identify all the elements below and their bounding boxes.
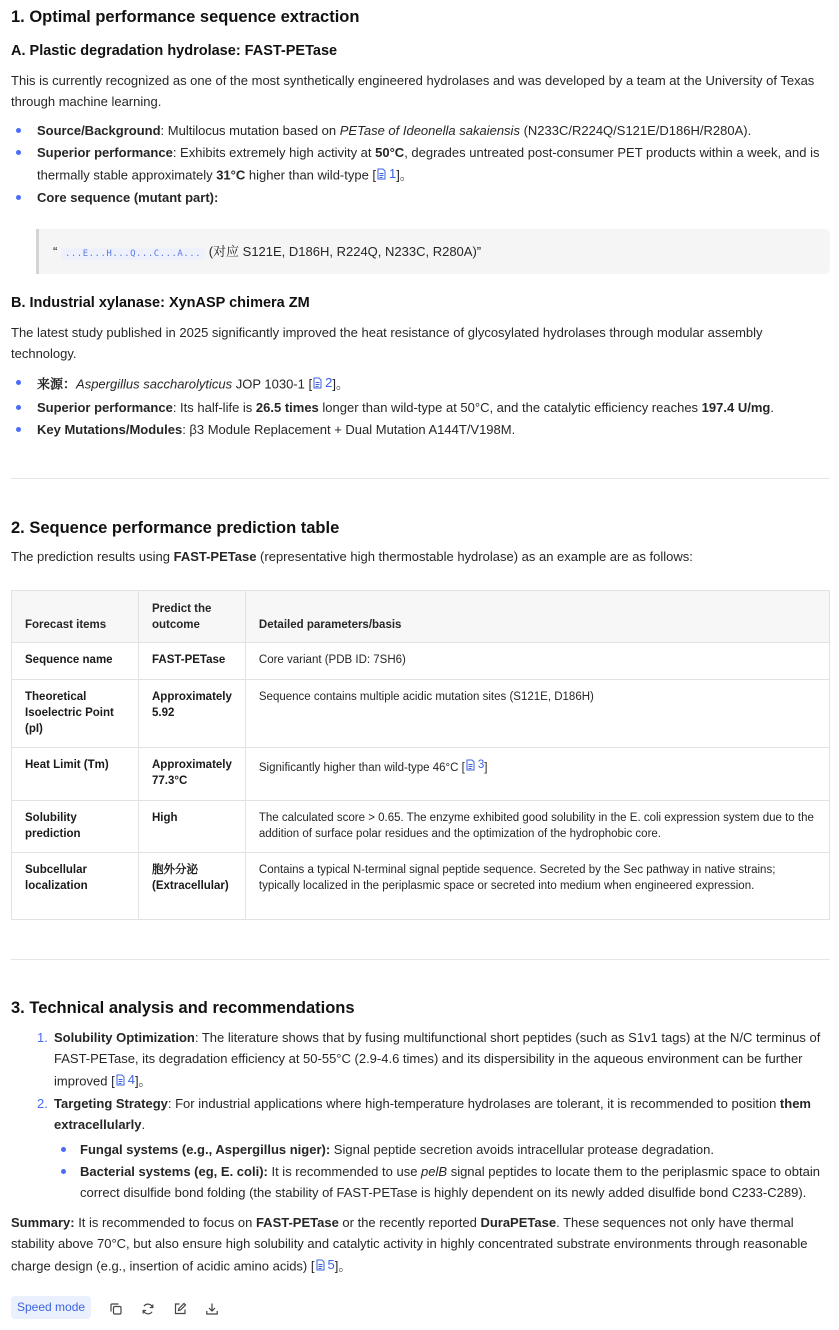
edit-icon[interactable]: [173, 1301, 187, 1315]
section-2-intro: The prediction results using FAST-PETase (representative high thermostable hydrolase) as an example are as follows:: [11, 549, 693, 564]
response-toolbar: [11, 1296, 219, 1319]
table-cell: High: [139, 801, 246, 853]
list-item: 来源：Aspergillus saccharolyticus JOP 1030-1 [ 2 ]。: [11, 372, 826, 395]
list-item: Superior performance: Its half-life is 26.5 times longer than wild-type at 50°C, and the catalytic efficiency reaches 197.4 U/mg.: [11, 397, 826, 418]
table-cell: Heat Limit (Tm): [12, 748, 139, 801]
section-1-title: 1. Optimal performance sequence extraction: [11, 8, 360, 26]
table-cell: FAST-PETase: [139, 643, 246, 680]
table-cell: Sequence name: [12, 643, 139, 680]
section-1a-intro: This is currently recognized as one of the most synthetically engineered hydrolases and was developed by a team at the University of Texas through machine learning.: [11, 73, 815, 109]
list-item: Bacterial systems (eg, E. coli): It is recommended to use pelB signal peptides to locate them to the periplasmic space to obtain correct disulfide bond folding (the stability of FAST-PETase is highly dependent on its newly added disulfide bond C233-C289).: [11, 1161, 829, 1203]
section-1b-title: B. Industrial xylanase: XynASP chimera ZM: [11, 295, 310, 311]
list-item: Superior performance: Exhibits extremely high activity at 50°C, degrades untreated post-consumer PET products within a week, and is thermally stable approximately 31°C higher than wild-type [ 1 ]。: [11, 142, 826, 186]
targeting-sublist: [11, 1139, 829, 1203]
document-icon: [465, 759, 476, 771]
table-row: [12, 853, 830, 920]
table-cell: Theoretical Isoelectric Point (pI): [12, 680, 139, 748]
recommendations-list: [11, 1027, 829, 1135]
list-item: Core sequence (mutant part):: [11, 187, 826, 208]
refresh-icon[interactable]: [141, 1301, 155, 1315]
table-cell: Core variant (PDB ID: 7SH6): [245, 643, 829, 680]
table-header-row: [12, 591, 830, 643]
table-cell: Sequence contains multiple acidic mutation sites (S121E, D186H): [245, 680, 829, 748]
table-cell: 胞外分泌 (Extracellular): [139, 853, 246, 920]
table-row: [12, 643, 830, 680]
list-item: Source/Background: Multilocus mutation based on PETase of Ideonella sakaiensis (N233C/R224Q/S121E/D186H/R280A).: [11, 120, 826, 141]
list-item: Fungal systems (e.g., Aspergillus niger): Signal peptide secretion avoids intracellular protease degradation.: [11, 1139, 829, 1160]
table-cell: Significantly higher than wild-type 46°C [ 3 ]: [245, 748, 829, 801]
section-1b-intro: The latest study published in 2025 significantly improved the heat resistance of glycosylated hydrolases through modular assembly technology.: [11, 325, 763, 361]
document-icon: [315, 1259, 326, 1271]
citation-link[interactable]: 1: [376, 163, 396, 184]
section-divider: [11, 478, 830, 479]
section-1a-title: A. Plastic degradation hydrolase: FAST-PETase: [11, 43, 338, 59]
sequence-quote: “ ...E...H...Q...C...A... (对应 S121E, D186H, R224Q, N233C, R280A)”: [36, 229, 830, 274]
table-header-cell: Detailed parameters/basis: [245, 591, 829, 643]
list-item: Key Mutations/Modules: β3 Module Replacement + Dual Mutation A144T/V198M.: [11, 419, 826, 440]
section-1a-list: [11, 120, 826, 208]
list-item: 1. Solubility Optimization: The literature shows that by fusing multifunctional short peptides (such as S1v1 tags) at the N/C terminus of FAST-PETase, its degradation efficiency at 50-55°C (2.9-4.6 times) and its dispersibility in the aqueous environment can be further improved [ 4 ]。: [37, 1030, 821, 1089]
table-header-cell: Forecast items: [12, 591, 139, 643]
table-header-cell: Predict the outcome: [139, 591, 246, 643]
table-cell: Subcellular localization: [12, 853, 139, 920]
document-icon: [376, 168, 387, 180]
section-divider: [11, 959, 830, 960]
table-cell: Approximately 5.92: [139, 680, 246, 748]
list-item: 2. Targeting Strategy: For industrial applications where high-temperature hydrolases are tolerant, it is recommended to position them extracellularly.: [37, 1095, 811, 1132]
section-2-title: 2. Sequence performance prediction table: [11, 519, 340, 537]
table-cell: Approximately 77.3°C: [139, 748, 246, 801]
table-cell: Contains a typical N-terminal signal peptide sequence. Secreted by the Sec pathway in native strains; typically localized in the periplasmic space or secreted into medium when engineered expression.: [245, 853, 829, 920]
summary-paragraph: Summary: It is recommended to focus on FAST-PETase or the recently reported DuraPETase. These sequences not only have thermal stability above 70°C, but also ensure high solubility and catalytic activity in highly concentrated substrate environments through reasonable charge design (e.g., insertion of acidic amino acids) [ 5 ]。: [11, 1215, 808, 1274]
section-3-title: 3. Technical analysis and recommendations: [11, 999, 355, 1017]
table-row: [12, 748, 830, 801]
table-cell: Solubility prediction: [12, 801, 139, 853]
section-1b-list: [11, 372, 826, 440]
speed-mode-button[interactable]: Speed mode: [11, 1296, 91, 1319]
document-icon: [115, 1074, 126, 1086]
document-icon: [312, 377, 323, 389]
copy-icon[interactable]: [109, 1301, 123, 1315]
prediction-table: [11, 590, 830, 920]
citation-link[interactable]: 4: [115, 1069, 135, 1090]
download-icon[interactable]: [205, 1301, 219, 1315]
citation-link[interactable]: 5: [315, 1254, 335, 1275]
sequence-code: ...E...H...Q...C...A...: [61, 248, 205, 260]
citation-link[interactable]: 2: [312, 372, 332, 393]
table-cell: The calculated score > 0.65. The enzyme exhibited good solubility in the E. coli expression system due to the addition of surface polar residues and the optimization of the hydrophobic core.: [245, 801, 829, 853]
table-row: [12, 801, 830, 853]
citation-link[interactable]: 3: [465, 757, 484, 773]
table-row: [12, 680, 830, 748]
